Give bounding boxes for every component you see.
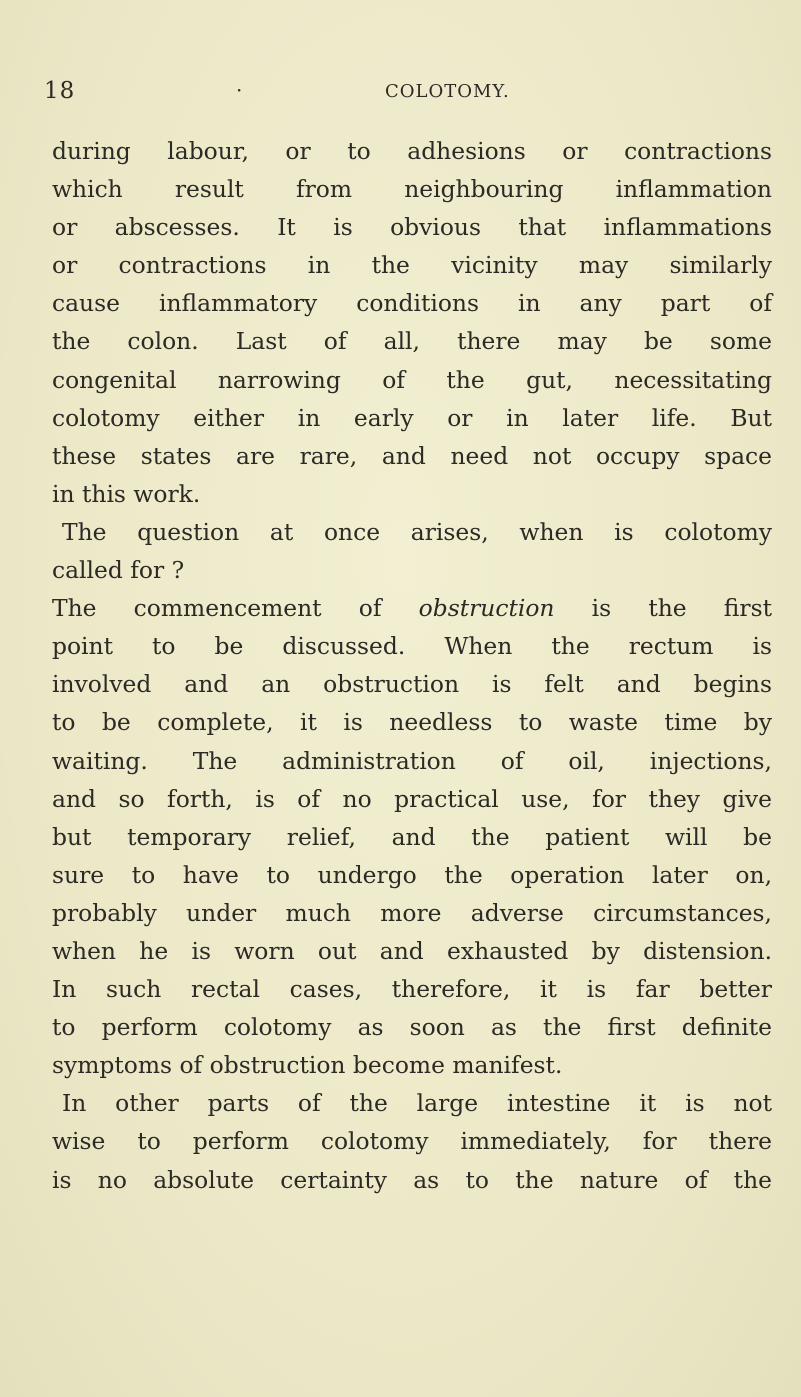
text-line: wise to perform colotomy immediately, for there — [52, 1127, 772, 1156]
text-line: cause inflammatory conditions in any part of — [52, 289, 772, 318]
running-title: COLOTOMY. — [385, 81, 510, 102]
text-line: is no absolute certainty as to the nature of the — [52, 1165, 772, 1194]
body-text — [52, 132, 772, 1199]
text-line — [52, 589, 772, 627]
text-line: the colon. Last of all, there may be some — [52, 327, 772, 356]
text-segment: is the first — [554, 594, 772, 623]
text-line: to perform colotomy as soon as the first definite — [52, 1013, 772, 1042]
text-line: involved and an obstruction is felt and begins — [52, 670, 772, 699]
text-line: congenital narrowing of the gut, necessitating — [52, 365, 772, 394]
text-line: during labour, or to adhesions or contractions — [52, 137, 772, 165]
text-line: The question at once arises, when is colotomy — [62, 517, 772, 546]
text-line: sure to have to undergo the operation later on, — [52, 860, 772, 889]
text-line: but temporary relief, and the patient will be — [52, 822, 772, 851]
text-line: or abscesses. It is obvious that inflammations — [52, 213, 772, 242]
page-number: 18 — [44, 78, 76, 104]
text-line: which result from neighbouring inflammation — [52, 175, 772, 204]
text-line: probably under much more adverse circumstances, — [52, 898, 772, 927]
text-line: or contractions in the vicinity may similarly — [52, 251, 772, 280]
text-segment: The commencement of — [52, 594, 419, 623]
text-line: In other parts of the large intestine it is not — [62, 1089, 772, 1118]
header-separator: · — [236, 78, 243, 102]
text-line: symptoms of obstruction become manifest. — [52, 1051, 563, 1080]
text-line: colotomy either in early or in later life. But — [52, 403, 772, 432]
text-line: called for ? — [52, 556, 185, 585]
text-line: in this work. — [52, 479, 201, 508]
text-line: waiting. The administration of oil, injections, — [52, 746, 772, 775]
text-line: and so forth, is of no practical use, for they give — [52, 784, 772, 813]
text-line: when he is worn out and exhausted by distension. — [52, 936, 772, 965]
text-line: In such rectal cases, therefore, it is far better — [52, 975, 772, 1004]
text-line: to be complete, it is needless to waste time by — [52, 708, 772, 737]
running-head — [0, 78, 801, 108]
text-line: these states are rare, and need not occupy space — [52, 441, 772, 470]
italic-term: obstruction — [418, 594, 555, 623]
text-line: point to be discussed. When the rectum is — [52, 632, 772, 661]
